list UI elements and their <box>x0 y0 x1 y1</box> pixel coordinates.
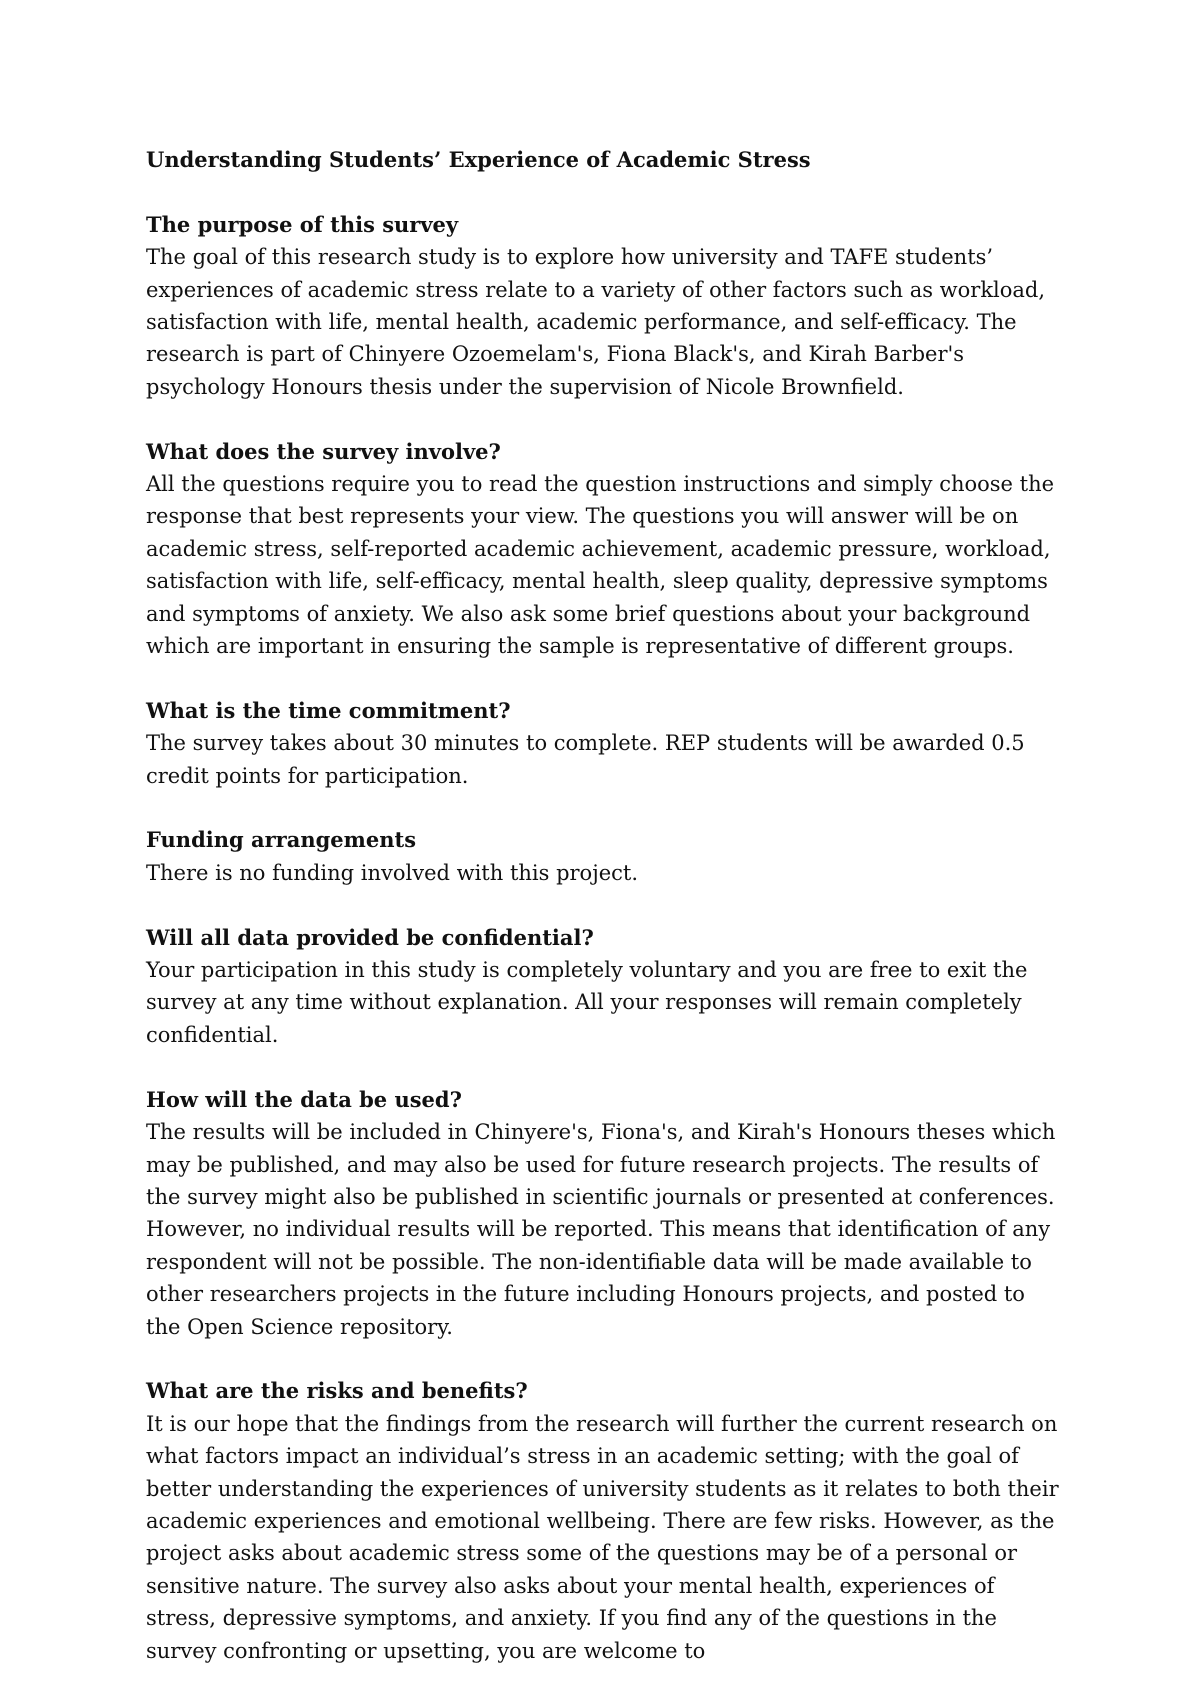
section-body: It is our hope that the findings from the research will further the current research on what factors impact an individual’s stress in an academic setting; with the goal of better understanding the experiences of university students as it relates to both their academic experiences and emotional wellbeing. There are few risks. However, as the project asks about academic stress some of the questions may be of a personal or sensitive nature. The survey also asks about your mental health, experiences of stress, depressive symptoms, and anxiety. If you find any of the questions in the survey confronting or upsetting, you are welcome to <box>146 1411 1059 1663</box>
section-heading: What are the risks and benefits? <box>146 1378 528 1404</box>
section-body: All the questions require you to read the question instructions and simply choose the response that best represents your view. The questions you will answer will be on academic stress, self-reported academic achievement, academic pressure, workload, satisfaction with life, self-efficacy, mental health, sleep quality, depressive symptoms and symptoms of anxiety. We also ask some brief questions about your background which are important in ensuring the sample is representative of different groups. <box>146 472 1055 659</box>
section-confidentiality <box>146 922 1066 1052</box>
section-heading: Funding arrangements <box>146 827 417 853</box>
section-risks-benefits <box>146 1375 1066 1667</box>
section-heading: How will the data be used? <box>146 1086 462 1112</box>
section-involvement <box>146 436 1066 663</box>
section-heading: What does the survey involve? <box>146 438 501 464</box>
section-heading: What is the time commitment? <box>146 697 511 723</box>
section-funding <box>146 824 1066 889</box>
section-body: The goal of this research study is to explore how university and TAFE students’ experiences of academic stress relate to a variety of other factors such as workload, satisfaction with life, mental health, academic performance, and self-efficacy. The research is part of Chinyere Ozoemelam's, Fiona Black's, and Kirah Barber's psychology Honours thesis under the supervision of Nicole Brownfield. <box>146 245 1046 399</box>
section-purpose <box>146 209 1066 403</box>
document-title: Understanding Students’ Experience of Academic Stress <box>146 147 811 172</box>
section-heading: The purpose of this survey <box>146 211 459 237</box>
section-body: The results will be included in Chinyere's, Fiona's, and Kirah's Honours theses which may be published, and may also be used for future research projects. The results of the survey might also be published in scientific journals or presented at conferences. However, no individual results will be reported. This means that identification of any respondent will not be possible. The non-identifiable data will be made available to other researchers projects in the future including Honours projects, and posted to the Open Science repository. <box>146 1120 1056 1339</box>
section-data-usage <box>146 1084 1066 1343</box>
document-page <box>146 144 1066 1699</box>
section-body: The survey takes about 30 minutes to complete. REP students will be awarded 0.5 credit points for participation. <box>146 731 1025 788</box>
section-time-commitment <box>146 695 1066 792</box>
section-body: There is no funding involved with this project. <box>146 860 639 885</box>
section-heading: Will all data provided be confidential? <box>146 924 594 950</box>
section-body: Your participation in this study is completely voluntary and you are free to exit the survey at any time without explanation. All your responses will remain completely confidential. <box>146 958 1028 1047</box>
